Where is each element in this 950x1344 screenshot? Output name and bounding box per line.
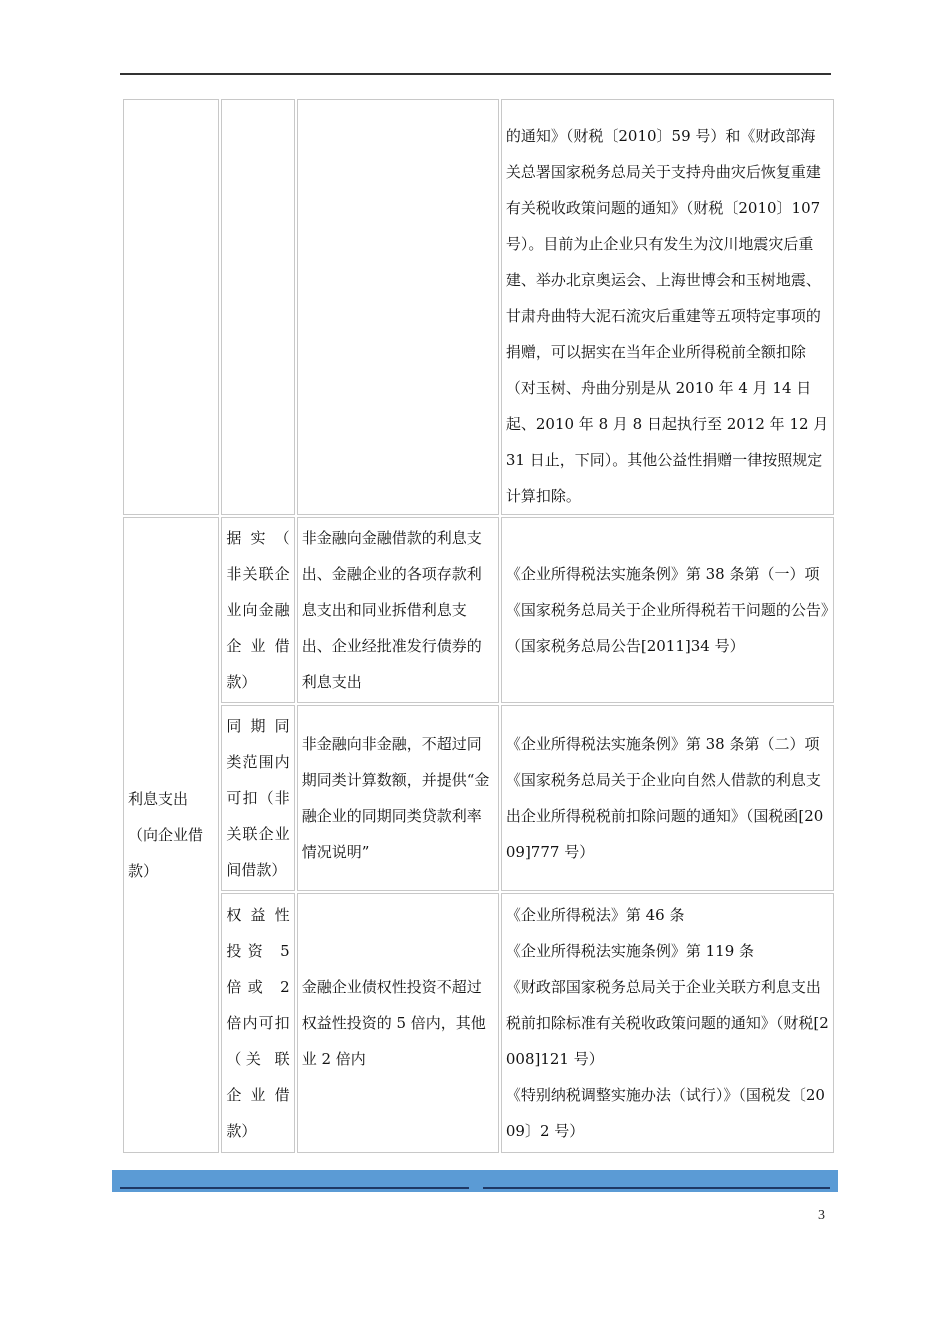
reference-line: 《国家税务总局关于企业向自然人借款的利息支出企业所得税税前扣除问题的通知》（国税函[2009]777 号） xyxy=(505,771,824,861)
reference-line: 《企业所得税法实施条例》第 38 条第（二）项 xyxy=(505,735,820,753)
empty-description-cell xyxy=(297,99,499,515)
reference-cell xyxy=(501,99,834,515)
type-label: 同期同 类范围内 可扣（非 关联企业 间借款） xyxy=(226,717,290,879)
category-label: 利息支出（向企业借款） xyxy=(128,790,204,880)
reference-line: 《企业所得税法》第 46 条 xyxy=(505,906,685,924)
description-cell xyxy=(297,893,499,1153)
description-text: 金融企业债权性投资不超过权益性投资的 5 倍内，其他业 2 倍内 xyxy=(301,978,486,1068)
type-cell xyxy=(221,517,294,703)
type-label: 权益性 投资 5 倍或 2 倍内可扣（关 联 企 业 借 款） xyxy=(226,906,290,1140)
type-cell xyxy=(221,893,294,1153)
table-row-interest-1 xyxy=(123,517,834,703)
type-cell xyxy=(221,705,294,891)
reference-line: 《企业所得税法实施条例》第 38 条第（一）项 xyxy=(505,565,820,583)
empty-category-cell xyxy=(123,99,219,515)
footer-rule-left xyxy=(120,1187,469,1189)
description-cell xyxy=(297,705,499,891)
reference-line: 《国家税务总局关于企业所得税若干问题的公告》（国家税务总局公告[2011]34 号） xyxy=(505,601,829,655)
table-row-continued xyxy=(123,99,834,515)
empty-type-cell xyxy=(221,99,294,515)
type-label: 据实（ 非关联企 业向金融 企业借款） xyxy=(226,529,290,691)
reference-line: 《财政部国家税务总局关于企业关联方利息支出税前扣除标准有关税收政策问题的通知》（财税[2008]121 号） xyxy=(505,978,829,1068)
category-cell xyxy=(123,517,219,1153)
continued-reference-text: 的通知》（财税〔2010〕59 号）和《财政部海关总署国家税务总局关于支持舟曲灾后恢复重建有关税收政策问题的通知》（财税〔2010〕107 号）。目前为止企业只有发生为汶川地震灾后重建、举办北京奥运会、上海世博会和玉树地震、甘肃舟曲特大泥石流灾后重建等五项特定事项的捐赠，可以据实在当年企业所得税前全额扣除（对玉树、舟曲分别是从 2010 年 4 月 14 日起、2010 年 8 月 8 日起执行至 2012 年 12 月 31 日止，下同）。其他公益性捐赠一律按照规定计算扣除。 xyxy=(505,127,829,505)
reference-line: 《企业所得税法实施条例》第 119 条 xyxy=(505,942,755,960)
footer-rule-right xyxy=(483,1187,830,1189)
reference-line: 《特别纳税调整实施办法（试行）》（国税发〔2009〕2 号） xyxy=(505,1086,825,1140)
reference-cell xyxy=(501,517,834,703)
table-row-interest-3 xyxy=(123,893,834,1153)
tax-deduction-table xyxy=(121,97,836,1155)
description-text: 非金融向金融借款的利息支出、金融企业的各项存款利息支出和同业拆借利息支出、企业经批准发行债券的利息支出 xyxy=(301,529,482,691)
table-row-interest-2 xyxy=(123,705,834,891)
page-number: 3 xyxy=(818,1208,825,1223)
reference-cell xyxy=(501,705,834,891)
description-cell xyxy=(297,517,499,703)
description-text: 非金融向非金融，不超过同期同类计算数额，并提供“金融企业的同期同类贷款利率情况说明” xyxy=(301,735,490,861)
reference-cell xyxy=(501,893,834,1153)
deduction-table xyxy=(121,97,836,1155)
header-rule xyxy=(120,73,831,75)
